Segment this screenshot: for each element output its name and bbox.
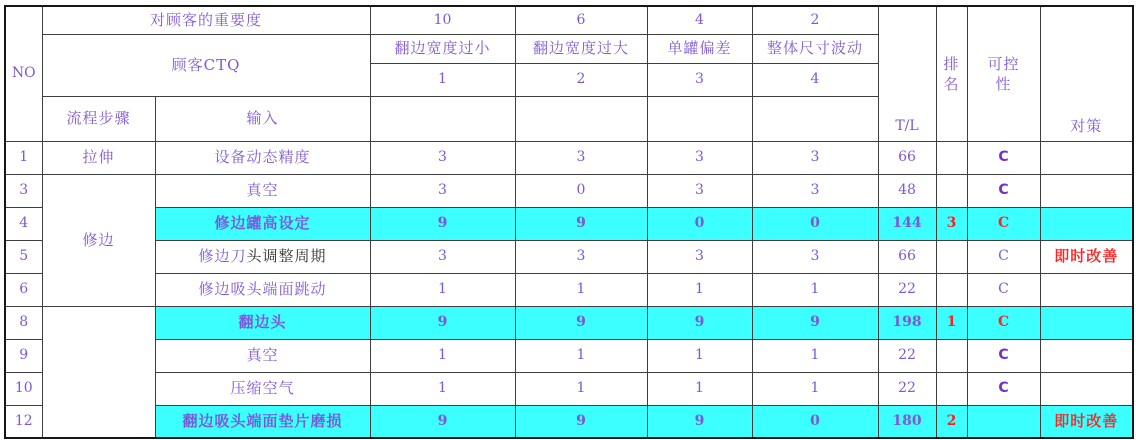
cell-score: 0 xyxy=(752,207,878,240)
header-input: 输入 xyxy=(155,96,370,141)
cell-tl: 22 xyxy=(878,273,936,306)
criteria-0: 翻边宽度过小 xyxy=(370,34,515,63)
cell-score: 9 xyxy=(515,306,647,339)
cell-score: 3 xyxy=(752,141,878,174)
cell-score: 3 xyxy=(752,240,878,273)
cell-score: 0 xyxy=(647,207,752,240)
header-rank: 排名 xyxy=(936,6,967,141)
cell-score: 3 xyxy=(370,141,515,174)
cell-rank xyxy=(936,372,967,405)
cell-score: 1 xyxy=(752,273,878,306)
cell-rank: 3 xyxy=(936,207,967,240)
row-no: 10 xyxy=(5,372,42,405)
criteria-index-2: 3 xyxy=(647,63,752,96)
cell-action xyxy=(1040,372,1133,405)
weight-0: 10 xyxy=(370,6,515,34)
row-no: 3 xyxy=(5,174,42,207)
header-controllability: 可控性 xyxy=(967,6,1040,141)
table-row xyxy=(5,141,1133,174)
row-no: 4 xyxy=(5,207,42,240)
cell-score: 1 xyxy=(515,372,647,405)
cell-control: C xyxy=(967,273,1040,306)
criteria-index-0: 1 xyxy=(370,63,515,96)
cell-score: 1 xyxy=(515,273,647,306)
criteria-1: 翻边宽度过大 xyxy=(515,34,647,63)
table-row xyxy=(5,273,1133,306)
cell-score: 1 xyxy=(647,372,752,405)
cell-tl: 180 xyxy=(878,405,936,438)
cell-score: 1 xyxy=(370,339,515,372)
blank-cell xyxy=(370,96,515,141)
header-no: NO xyxy=(5,6,42,141)
cell-score: 9 xyxy=(515,405,647,438)
cell-rank xyxy=(936,339,967,372)
cell-rank: 1 xyxy=(936,306,967,339)
cell-score: 3 xyxy=(370,174,515,207)
cell-score: 9 xyxy=(370,306,515,339)
cell-control: C xyxy=(967,141,1040,174)
cell-input: 修边刀头调整周期 xyxy=(155,240,370,273)
cell-rank xyxy=(936,273,967,306)
table-row xyxy=(5,306,1133,339)
cell-score: 3 xyxy=(370,240,515,273)
table-row xyxy=(5,405,1133,438)
header-process-step: 流程步骤 xyxy=(42,96,155,141)
weight-1: 6 xyxy=(515,6,647,34)
table-row xyxy=(5,372,1133,405)
cell-score: 1 xyxy=(515,339,647,372)
cell-control: C xyxy=(967,240,1040,273)
cell-step: 修边 xyxy=(42,174,155,306)
cell-rank xyxy=(936,141,967,174)
cell-score: 3 xyxy=(515,240,647,273)
cell-score: 9 xyxy=(515,207,647,240)
matrix-table xyxy=(4,5,1134,439)
cell-input: 修边吸头端面跳动 xyxy=(155,273,370,306)
cell-input: 真空 xyxy=(155,174,370,207)
cell-action: 即时改善 xyxy=(1040,405,1133,438)
cell-action xyxy=(1040,339,1133,372)
cell-score: 9 xyxy=(647,306,752,339)
cell-step xyxy=(42,306,155,438)
cell-rank: 2 xyxy=(936,405,967,438)
criteria-index-3: 4 xyxy=(752,63,878,96)
cell-control: C xyxy=(967,174,1040,207)
cell-rank xyxy=(936,240,967,273)
cell-score: 9 xyxy=(752,306,878,339)
cell-score: 3 xyxy=(647,174,752,207)
cell-score: 3 xyxy=(647,240,752,273)
cell-score: 0 xyxy=(515,174,647,207)
criteria-index-1: 2 xyxy=(515,63,647,96)
cell-score: 1 xyxy=(370,273,515,306)
cell-tl: 48 xyxy=(878,174,936,207)
cell-score: 9 xyxy=(647,405,752,438)
blank-cell xyxy=(752,96,878,141)
cell-action xyxy=(1040,207,1133,240)
cell-tl: 22 xyxy=(878,339,936,372)
cell-tl: 198 xyxy=(878,306,936,339)
row-no: 12 xyxy=(5,405,42,438)
cell-input: 翻边吸头端面垫片磨损 xyxy=(155,405,370,438)
cell-control: C xyxy=(967,339,1040,372)
header-tl: T/L xyxy=(878,6,936,141)
cell-action xyxy=(1040,174,1133,207)
cell-control: C xyxy=(967,306,1040,339)
table-row xyxy=(5,339,1133,372)
row-no: 5 xyxy=(5,240,42,273)
header-countermeasure: 对策 xyxy=(1040,6,1133,141)
cell-control: C xyxy=(967,372,1040,405)
cell-tl: 66 xyxy=(878,141,936,174)
cell-score: 1 xyxy=(647,273,752,306)
cell-score: 0 xyxy=(752,405,878,438)
header-ctq: 顾客CTQ xyxy=(42,34,370,96)
cell-score: 1 xyxy=(752,372,878,405)
cell-score: 9 xyxy=(370,405,515,438)
cell-action xyxy=(1040,306,1133,339)
table-row xyxy=(5,207,1133,240)
cell-step: 拉伸 xyxy=(42,141,155,174)
row-no: 6 xyxy=(5,273,42,306)
cell-score: 3 xyxy=(647,141,752,174)
cell-action xyxy=(1040,273,1133,306)
cell-control xyxy=(967,405,1040,438)
row-no: 8 xyxy=(5,306,42,339)
cell-input: 翻边头 xyxy=(155,306,370,339)
cell-input: 压缩空气 xyxy=(155,372,370,405)
row-no: 1 xyxy=(5,141,42,174)
criteria-2: 单罐偏差 xyxy=(647,34,752,63)
cell-score: 1 xyxy=(370,372,515,405)
cell-input: 设备动态精度 xyxy=(155,141,370,174)
blank-cell xyxy=(647,96,752,141)
cell-input: 真空 xyxy=(155,339,370,372)
cell-score: 3 xyxy=(515,141,647,174)
cell-action: 即时改善 xyxy=(1040,240,1133,273)
cell-score: 1 xyxy=(647,339,752,372)
header-row-weights xyxy=(5,6,1133,34)
header-importance: 对顾客的重要度 xyxy=(42,6,370,34)
cell-rank xyxy=(936,174,967,207)
blank-cell xyxy=(515,96,647,141)
cell-score: 9 xyxy=(370,207,515,240)
cell-control: C xyxy=(967,207,1040,240)
cell-tl: 66 xyxy=(878,240,936,273)
table-row xyxy=(5,174,1133,207)
weight-3: 2 xyxy=(752,6,878,34)
cell-tl: 144 xyxy=(878,207,936,240)
cell-action xyxy=(1040,141,1133,174)
cell-score: 1 xyxy=(752,339,878,372)
row-no: 9 xyxy=(5,339,42,372)
weight-2: 4 xyxy=(647,6,752,34)
cell-input: 修边罐高设定 xyxy=(155,207,370,240)
cell-tl: 22 xyxy=(878,372,936,405)
table-row xyxy=(5,240,1133,273)
cell-score: 3 xyxy=(752,174,878,207)
criteria-3: 整体尺寸波动 xyxy=(752,34,878,63)
